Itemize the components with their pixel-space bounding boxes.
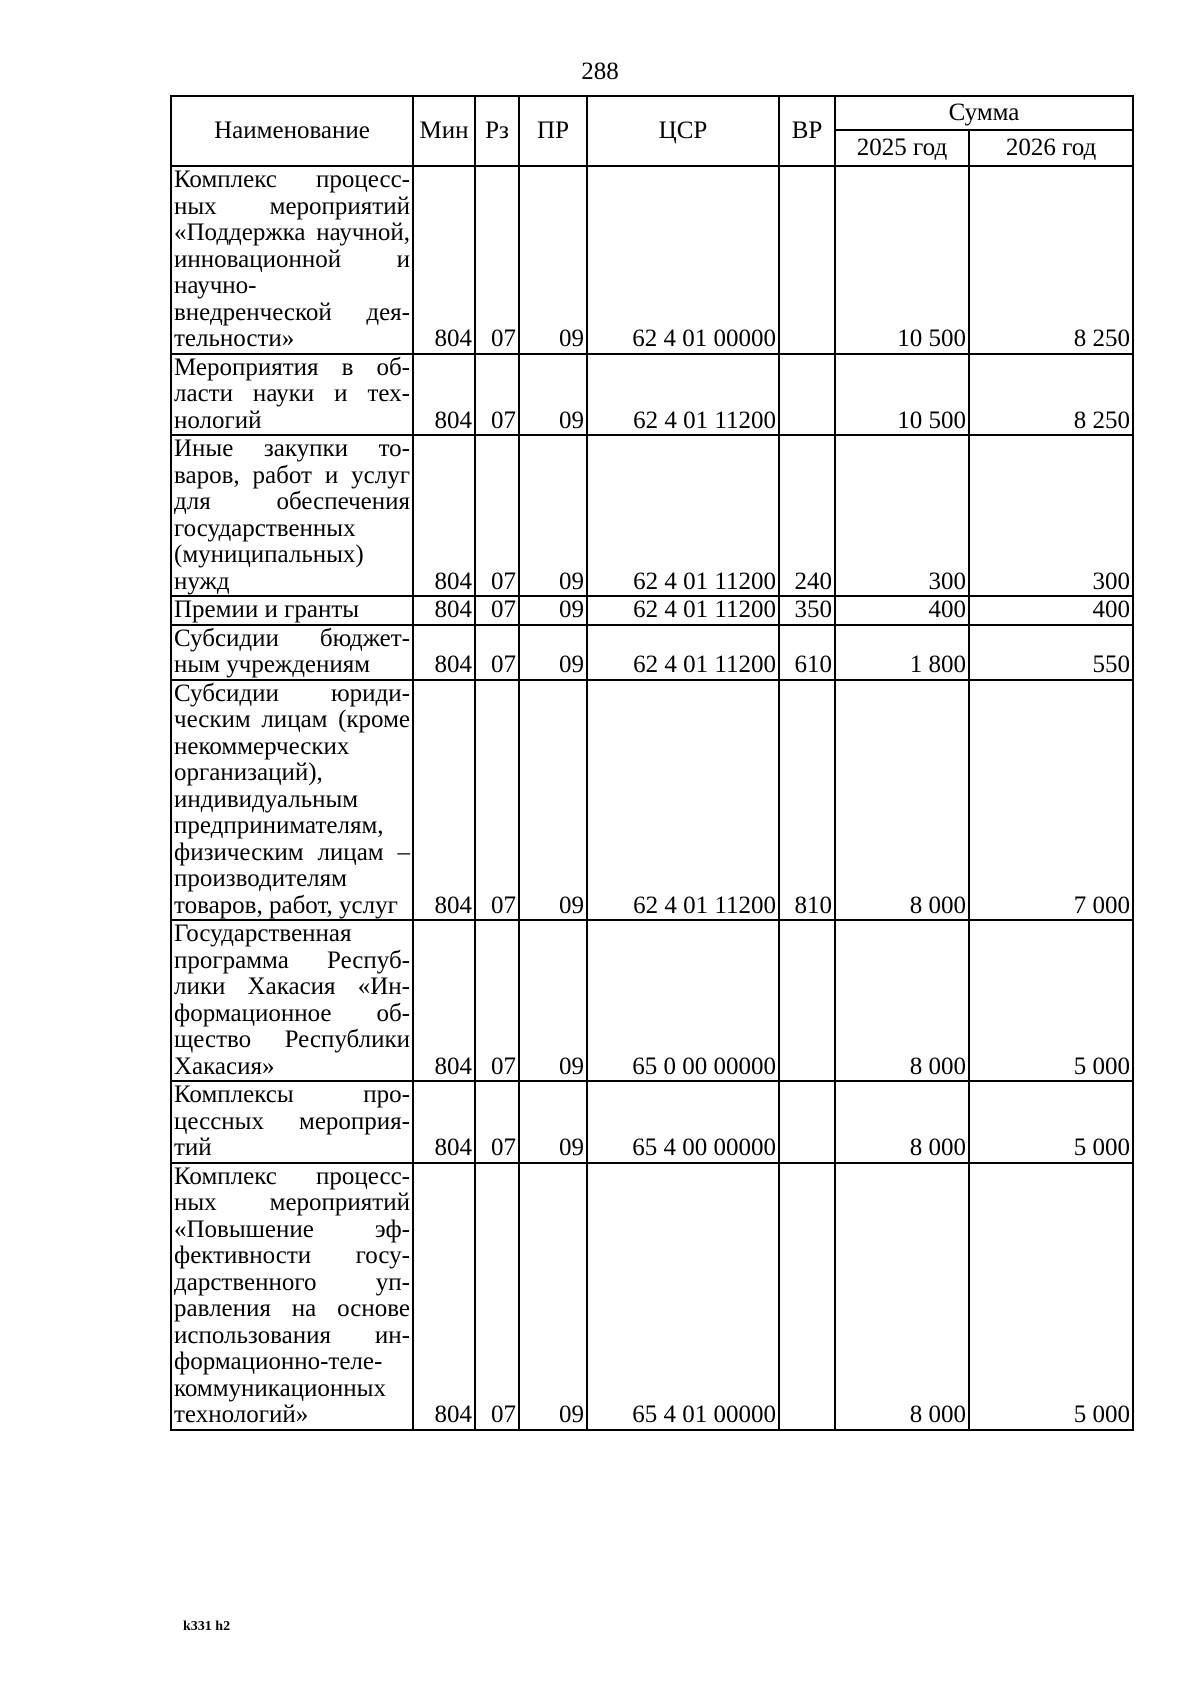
header-year-2025: 2025 год bbox=[835, 130, 969, 166]
table-row bbox=[171, 625, 1133, 680]
row-sum-2026: 400 bbox=[969, 596, 1133, 625]
row-min: 804 bbox=[413, 354, 475, 436]
row-csr: 62 4 01 11200 bbox=[587, 680, 779, 921]
row-sum-2025: 8 000 bbox=[835, 680, 969, 921]
header-csr: ЦСР bbox=[587, 96, 779, 166]
row-min: 804 bbox=[413, 166, 475, 354]
header-sum: Сумма bbox=[835, 96, 1133, 130]
row-min: 804 bbox=[413, 920, 475, 1081]
table-row bbox=[171, 166, 1133, 354]
header-vr: ВР bbox=[779, 96, 835, 166]
table-row bbox=[171, 680, 1133, 921]
row-sum-2025: 8 000 bbox=[835, 1163, 969, 1430]
row-sum-2026: 550 bbox=[969, 625, 1133, 680]
row-vr: 810 bbox=[779, 680, 835, 921]
header-year-2026: 2026 год bbox=[969, 130, 1133, 166]
row-csr: 62 4 01 11200 bbox=[587, 625, 779, 680]
row-rz: 07 bbox=[475, 435, 519, 596]
row-pr: 09 bbox=[519, 435, 587, 596]
row-rz: 07 bbox=[475, 920, 519, 1081]
row-name: Комплекс процессных мероприятий «Поддержка научной, инновационной и научно-внедренческой деятельности» bbox=[171, 166, 413, 354]
table-row bbox=[171, 920, 1133, 1081]
row-name: Премии и гранты bbox=[171, 596, 413, 625]
row-sum-2026: 8 250 bbox=[969, 354, 1133, 436]
table-row bbox=[171, 354, 1133, 436]
row-csr: 62 4 01 11200 bbox=[587, 596, 779, 625]
row-csr: 62 4 01 00000 bbox=[587, 166, 779, 354]
row-pr: 09 bbox=[519, 596, 587, 625]
row-min: 804 bbox=[413, 625, 475, 680]
row-vr bbox=[779, 1081, 835, 1163]
row-sum-2025: 10 500 bbox=[835, 354, 969, 436]
row-vr: 610 bbox=[779, 625, 835, 680]
row-rz: 07 bbox=[475, 354, 519, 436]
table-row bbox=[171, 1163, 1133, 1430]
row-sum-2025: 1 800 bbox=[835, 625, 969, 680]
row-csr: 62 4 01 11200 bbox=[587, 354, 779, 436]
row-vr bbox=[779, 166, 835, 354]
header-name: Наименование bbox=[171, 96, 413, 166]
row-name: Мероприятия в области науки и технологий bbox=[171, 354, 413, 436]
header-pr: ПР bbox=[519, 96, 587, 166]
row-sum-2026: 7 000 bbox=[969, 680, 1133, 921]
row-min: 804 bbox=[413, 1081, 475, 1163]
row-rz: 07 bbox=[475, 625, 519, 680]
row-csr: 65 0 00 00000 bbox=[587, 920, 779, 1081]
row-sum-2026: 5 000 bbox=[969, 1163, 1133, 1430]
row-sum-2025: 400 bbox=[835, 596, 969, 625]
row-vr: 350 bbox=[779, 596, 835, 625]
row-sum-2026: 8 250 bbox=[969, 166, 1133, 354]
row-csr: 62 4 01 11200 bbox=[587, 435, 779, 596]
header-rz: Рз bbox=[475, 96, 519, 166]
row-pr: 09 bbox=[519, 1081, 587, 1163]
row-name: Государственная программа Республики Хакасия «Информационное общество Республики Хакасия» bbox=[171, 920, 413, 1081]
row-pr: 09 bbox=[519, 166, 587, 354]
row-rz: 07 bbox=[475, 680, 519, 921]
table-row bbox=[171, 435, 1133, 596]
row-name: Иные закупки товаров, работ и услуг для обеспечения государственных (муниципальных) нужд bbox=[171, 435, 413, 596]
row-vr bbox=[779, 354, 835, 436]
row-sum-2026: 300 bbox=[969, 435, 1133, 596]
row-name: Субсидии юридическим лицам (кроме некоммерческих организаций), индивидуальным предпринимателям, физическим лицам – производителям товаров, работ, услуг bbox=[171, 680, 413, 921]
row-vr: 240 bbox=[779, 435, 835, 596]
row-name: Комплекс процессных мероприятий «Повышение эффективности государственного управления на основе использования информационно-телекоммуникационных технологий» bbox=[171, 1163, 413, 1430]
row-vr bbox=[779, 1163, 835, 1430]
footer-code: k331 h2 bbox=[183, 1619, 231, 1634]
row-min: 804 bbox=[413, 1163, 475, 1430]
row-csr: 65 4 01 00000 bbox=[587, 1163, 779, 1430]
row-name: Комплексы процессных мероприятий bbox=[171, 1081, 413, 1163]
row-rz: 07 bbox=[475, 166, 519, 354]
row-sum-2025: 10 500 bbox=[835, 166, 969, 354]
row-min: 804 bbox=[413, 596, 475, 625]
row-rz: 07 bbox=[475, 596, 519, 625]
row-rz: 07 bbox=[475, 1081, 519, 1163]
table-header-row bbox=[171, 96, 1133, 130]
row-sum-2025: 8 000 bbox=[835, 1081, 969, 1163]
row-vr bbox=[779, 920, 835, 1081]
row-rz: 07 bbox=[475, 1163, 519, 1430]
row-min: 804 bbox=[413, 680, 475, 921]
budget-table bbox=[170, 95, 1134, 1431]
row-sum-2026: 5 000 bbox=[969, 1081, 1133, 1163]
page-number: 288 bbox=[581, 58, 619, 85]
row-pr: 09 bbox=[519, 354, 587, 436]
row-pr: 09 bbox=[519, 920, 587, 1081]
header-min: Мин bbox=[413, 96, 475, 166]
table-row bbox=[171, 1081, 1133, 1163]
row-csr: 65 4 00 00000 bbox=[587, 1081, 779, 1163]
row-min: 804 bbox=[413, 435, 475, 596]
row-sum-2026: 5 000 bbox=[969, 920, 1133, 1081]
table-row bbox=[171, 596, 1133, 625]
row-sum-2025: 300 bbox=[835, 435, 969, 596]
row-name: Субсидии бюджетным учреждениям bbox=[171, 625, 413, 680]
row-pr: 09 bbox=[519, 1163, 587, 1430]
row-sum-2025: 8 000 bbox=[835, 920, 969, 1081]
row-pr: 09 bbox=[519, 625, 587, 680]
row-pr: 09 bbox=[519, 680, 587, 921]
